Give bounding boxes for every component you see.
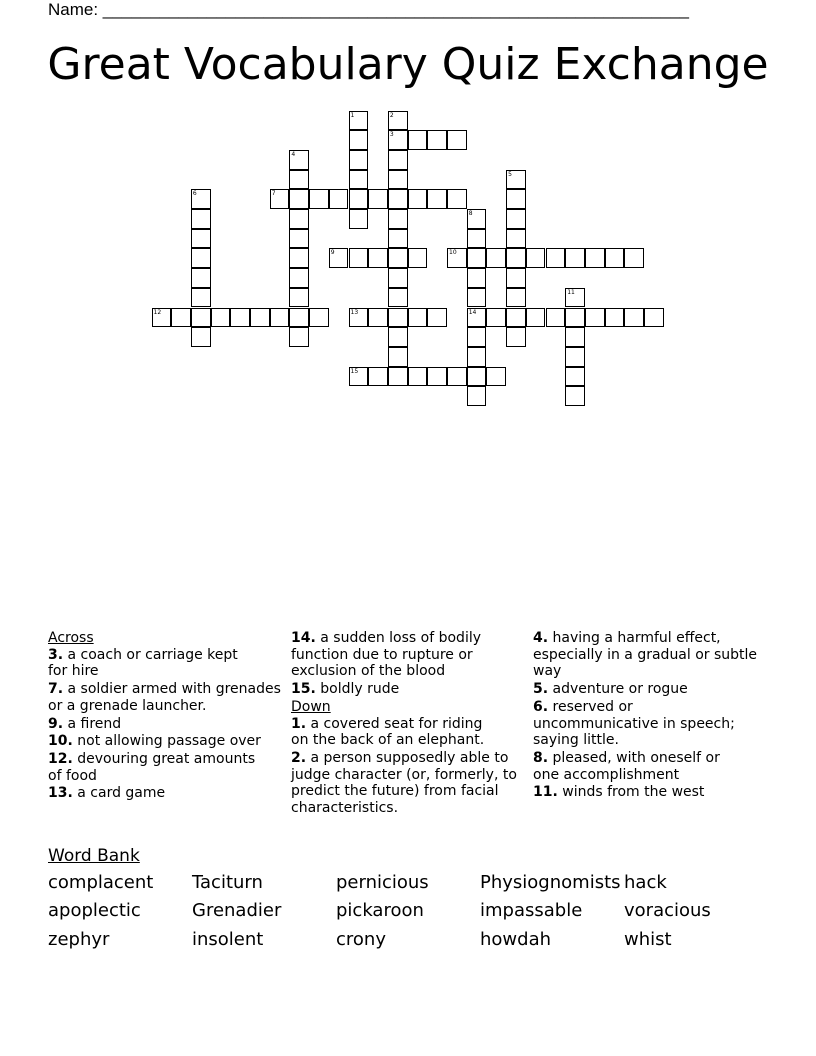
crossword-cell — [289, 189, 309, 209]
crossword-cell — [467, 347, 487, 367]
clue-text: a covered seat for riding on the back of an elephant. — [291, 715, 485, 749]
clue-text: a card game — [77, 785, 166, 802]
clue-number-label: 10 — [449, 249, 457, 257]
crossword-cell — [605, 308, 625, 328]
name-field-label: Name: ______________________________________________________________ — [48, 0, 689, 19]
crossword-cell — [467, 229, 487, 249]
crossword-cell — [447, 189, 467, 209]
clue-number-label: 12 — [153, 308, 162, 316]
crossword-cell — [585, 248, 605, 268]
crossword-cell — [408, 367, 428, 387]
crossword-cell — [565, 327, 585, 347]
crossword-cell — [546, 308, 566, 328]
crossword-cell — [506, 209, 526, 229]
crossword-cell — [289, 248, 309, 268]
crossword-cell — [388, 268, 408, 288]
crossword-cell — [368, 248, 388, 268]
clue-text: not allowing passage over — [77, 733, 261, 750]
crossword-cell — [388, 111, 408, 131]
clue-number-label: 3 — [389, 131, 394, 139]
clue-number-label: 8 — [468, 210, 473, 217]
crossword-cell — [388, 209, 408, 229]
crossword-cell — [349, 209, 369, 229]
clue-down-8 — [533, 750, 743, 783]
clue-number-label: 4 — [291, 150, 296, 158]
word-bank-item: pickaroon — [336, 900, 424, 921]
crossword-cell — [230, 308, 250, 328]
clue-number-label: 7 — [271, 190, 276, 198]
clue-text: having a harmful effect, especially in a gradual or subtle way — [533, 630, 758, 680]
crossword-cell — [427, 189, 447, 209]
clue-number: 2. — [291, 749, 307, 766]
clue-text: reserved or uncommunicative in speech; saying little. — [533, 698, 735, 749]
crossword-cell — [349, 170, 369, 190]
crossword-cell — [486, 248, 506, 268]
clue-text: a coach or carriage kept for hire — [48, 646, 238, 680]
crossword-cell — [644, 308, 664, 328]
crossword-cell — [388, 229, 408, 249]
word-bank-item: zephyr — [48, 929, 110, 950]
clue-number: 1. — [291, 715, 307, 732]
page-title: Great Vocabulary Quiz Exchange — [47, 39, 769, 90]
clue-number-label: 6 — [192, 190, 197, 198]
clues-column-3 — [533, 630, 773, 802]
word-bank-heading: Word Bank — [48, 846, 140, 866]
crossword-cell — [171, 308, 191, 328]
crossword-cell — [211, 308, 231, 328]
clue-number: 3. — [48, 646, 64, 663]
clue-down-6 — [533, 699, 758, 749]
word-bank-item: Grenadier — [192, 900, 282, 921]
clue-number: 15. — [291, 681, 316, 698]
clue-across-9 — [48, 716, 288, 733]
crossword-cell — [388, 367, 408, 387]
crossword-cell — [191, 189, 211, 209]
crossword-cell — [368, 308, 388, 328]
crossword-cell — [388, 288, 408, 308]
clue-number: 11. — [533, 784, 558, 801]
crossword-cell — [368, 367, 388, 387]
word-bank-item: impassable — [480, 900, 583, 921]
crossword-cell — [191, 268, 211, 288]
crossword-cell — [191, 229, 211, 249]
crossword-cell — [191, 248, 211, 268]
crossword-cell — [447, 130, 467, 150]
crossword-cell — [565, 367, 585, 387]
crossword-cell — [486, 308, 506, 328]
crossword-cell — [329, 189, 349, 209]
clues-column-1 — [48, 630, 288, 803]
crossword-cell — [447, 248, 467, 268]
crossword-cell — [506, 170, 526, 190]
crossword-cell — [467, 268, 487, 288]
crossword-cell — [289, 288, 309, 308]
clue-text: pleased, with oneself or one accomplishment — [533, 749, 720, 783]
clue-text: devouring great amounts of food — [48, 750, 256, 784]
clue-number: 9. — [48, 715, 64, 732]
clue-number: 4. — [533, 630, 549, 646]
crossword-cell — [289, 150, 309, 170]
crossword-cell — [349, 248, 369, 268]
crossword-cell — [565, 386, 585, 406]
word-bank-item: Taciturn — [192, 872, 263, 893]
clue-number: 8. — [533, 749, 549, 766]
crossword-cell — [526, 308, 546, 328]
clue-across-3 — [48, 647, 253, 680]
crossword-cell — [329, 248, 349, 268]
crossword-cell — [408, 248, 428, 268]
crossword-cell — [388, 150, 408, 170]
clue-down-1 — [291, 716, 496, 749]
crossword-cell — [506, 327, 526, 347]
crossword-cell — [191, 308, 211, 328]
clue-text: a soldier armed with grenades or a grenade launcher. — [48, 681, 281, 714]
crossword-cell — [506, 229, 526, 249]
crossword-cell — [486, 367, 506, 387]
crossword-cell — [427, 130, 447, 150]
crossword-cell — [289, 229, 309, 249]
crossword-cell — [447, 367, 467, 387]
word-bank-item: complacent — [48, 872, 154, 893]
crossword-cell — [506, 268, 526, 288]
clue-number-label: 14 — [468, 308, 477, 316]
word-bank-item: insolent — [192, 929, 264, 950]
clue-across-13 — [48, 785, 288, 802]
clue-across-10 — [48, 733, 288, 750]
clue-text: adventure or rogue — [552, 681, 688, 698]
clue-number-label: 1 — [350, 111, 355, 119]
clue-down-5 — [533, 681, 773, 698]
crossword-cell — [388, 308, 408, 328]
crossword-cell — [605, 248, 625, 268]
crossword-cell — [467, 386, 487, 406]
crossword-cell — [191, 327, 211, 347]
across-heading: Across — [48, 630, 94, 646]
clue-number: 13. — [48, 785, 73, 802]
word-bank-item: voracious — [624, 900, 711, 921]
crossword-cell — [289, 268, 309, 288]
crossword-cell — [624, 248, 644, 268]
word-bank-item: hack — [624, 872, 667, 893]
clue-number: 12. — [48, 750, 73, 767]
clue-text: boldly rude — [320, 681, 400, 698]
clue-number: 10. — [48, 733, 73, 750]
clue-number-label: 5 — [508, 170, 512, 178]
crossword-cell — [289, 308, 309, 328]
clue-number: 7. — [48, 681, 64, 698]
crossword-cell — [289, 327, 309, 347]
crossword-cell — [585, 308, 605, 328]
crossword-cell — [349, 367, 369, 387]
clue-across-7 — [48, 681, 288, 714]
clue-down-4 — [533, 630, 773, 680]
word-bank-item: pernicious — [336, 872, 429, 893]
clue-text: a sudden loss of bodily function due to rupture or exclusion of the blood — [291, 630, 482, 680]
crossword-cell — [191, 209, 211, 229]
crossword-cell — [408, 308, 428, 328]
clue-down-11 — [533, 784, 773, 801]
crossword-cell — [467, 209, 487, 229]
clue-across-15 — [291, 681, 526, 698]
crossword-cell — [289, 170, 309, 190]
word-bank-item: apoplectic — [48, 900, 141, 921]
crossword-cell — [388, 130, 408, 150]
clue-across-14 — [291, 630, 496, 680]
word-bank-item: crony — [336, 929, 386, 950]
crossword-cell — [506, 248, 526, 268]
clue-number: 14. — [291, 630, 316, 646]
word-bank-item: Physiognomists — [480, 872, 621, 893]
crossword-cell — [408, 189, 428, 209]
clue-text: winds from the west — [562, 784, 705, 801]
clue-number-label: 15 — [350, 367, 359, 375]
crossword-cell — [270, 189, 290, 209]
crossword-cell — [467, 248, 487, 268]
word-bank-item: whist — [624, 929, 672, 950]
clue-across-12 — [48, 751, 268, 784]
crossword-cell — [467, 288, 487, 308]
crossword-cell — [349, 308, 369, 328]
clue-text: a person supposedly able to judge character (or, formerly, to predict the future) from facial characteristics. — [291, 749, 517, 817]
crossword-cell — [565, 308, 585, 328]
crossword-cell — [624, 308, 644, 328]
crossword-cell — [506, 308, 526, 328]
down-heading: Down — [291, 698, 331, 715]
crossword-cell — [427, 367, 447, 387]
crossword-cell — [388, 327, 408, 347]
crossword-cell — [565, 347, 585, 367]
crossword-cell — [368, 189, 388, 209]
crossword-cell — [388, 170, 408, 190]
clue-text: a firend — [67, 715, 122, 732]
crossword-cell — [427, 308, 447, 328]
crossword-cell — [546, 248, 566, 268]
crossword-cell — [506, 288, 526, 308]
word-bank-item: howdah — [480, 929, 552, 950]
crossword-cell — [388, 347, 408, 367]
clue-number-label: 13 — [350, 308, 359, 316]
crossword-cell — [467, 308, 487, 328]
clue-number: 6. — [533, 698, 549, 715]
crossword-cell — [565, 248, 585, 268]
crossword-cell — [388, 248, 408, 268]
crossword-cell — [349, 189, 369, 209]
crossword-cell — [309, 308, 329, 328]
crossword-cell — [191, 288, 211, 308]
crossword-cell — [349, 130, 369, 150]
crossword-cell — [408, 130, 428, 150]
crossword-cell — [388, 189, 408, 209]
crossword-cell — [309, 189, 329, 209]
crossword-cell — [467, 327, 487, 347]
crossword-cell — [250, 308, 270, 328]
clue-number-label: 2 — [389, 111, 394, 119]
clue-number: 5. — [533, 681, 549, 698]
clues-column-2 — [291, 630, 526, 818]
crossword-cell — [152, 308, 172, 328]
clue-number-label: 9 — [330, 249, 335, 257]
crossword-cell — [349, 111, 369, 131]
crossword-cell — [506, 189, 526, 209]
clue-down-2 — [291, 750, 526, 817]
crossword-cell — [467, 367, 487, 387]
crossword-cell — [565, 288, 585, 308]
crossword-cell — [526, 248, 546, 268]
crossword-cell — [289, 209, 309, 229]
crossword-cell — [349, 150, 369, 170]
crossword-cell — [270, 308, 290, 328]
clue-number-label: 11 — [567, 288, 575, 296]
